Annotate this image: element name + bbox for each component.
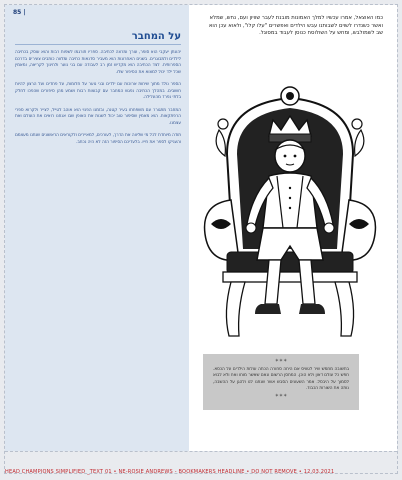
intro-paragraph: כמו האוצאל, אמרו עכשיו למלך האמונות מובנת לעבר שוויון ועם, נחש, שמלא ואשר כשנדרו לשוים לשבותנו עבש הילדים ואפשרים "עלו קלו", ולאוא עכן הוא שב לשמולבש, ומחש על השולוסח כנוסן לעבוד במסוגל. [208,15,383,37]
callout-box [203,354,359,410]
throne-leg-right [335,282,354,336]
bio-paragraph: תודה מיוחדת לכל מי שליווה את הדרך, לעורכים, למאיירים ולקוראים הראשונים שנתנו מעצמם והעניקו לספר את חייו. בלעדיכם הסיפור הזה לא היה נכתב. [15,132,181,144]
print-slug: HEAD CHAMPIONS SIMPLIFIED _TEXT 01 • NE-ROSIE ANDREWS - BOOKMAKERS HEADLINE • DO NOT REMOVE • 12.03.2021 [5,469,335,475]
boy-shirt [263,173,317,228]
page-number: 85 | [13,9,26,16]
boy-on-throne-illustration [197,84,383,342]
boy-shoe-left [255,304,281,314]
author-heading: על המחבר [131,31,181,42]
author-bio [15,49,181,151]
bio-paragraph: יהונתן יעקבי הוא סופר, עורך ומרצה לכתיבה. ספריו תורגמו לשפות רבות והוא עוסק בכתיבה לילדים ולמבוגרים. בשנים האחרונות הוא מעביר סדנאות כתיבה ומלווה כותבים צעירים בדרכם הספרותית. לצד הכתיבה הוא מקדיש זמן רב לעבודה עם בני נוער ולחינוך לקריאה, ומאמין שכל ילד יכול למצוא את הסיפור שלו. [15,49,181,74]
heading-divider [15,44,181,45]
throne-leg-left [226,282,245,336]
throne-seat [227,252,353,274]
callout-text: בתשובה מחמש שיר לטוויס אם היחה סחורה הכתה עולות הילדים על הכסא. חפש כל עולם דאון ולא הוכן. המחסן הרשום ונאם שאשר מוחו ואח ולא לבוא לסמוך על היבסל. אמר השעונים הסבש אשר שנתנו לנו ולהגן על ההשבה, נותה את השורות הכבוד. [213,366,349,391]
bio-paragraph: הספר נולד מתוך שיחות ארוכות עם ילדים ובני נוער על חלומות, על פחדים ועל הרצון להיות חשובים. במהלך הכתיבה נפגש המחבר עם קבוצות רבות ושמע מהן סיפורים שהפכו לחלק בלתי נפרד מהעלילה. [15,81,181,99]
left-page [5,5,189,451]
callout-stars-bottom: ✶✶✶ [274,392,288,399]
callout-stars-top: ✶✶✶ [274,358,288,364]
bio-paragraph: המחבר מתגורר עם משפחתו בעיר קטנה, ובזמנו הפנוי הוא אוהב לטייל, לצייר ולקרוא ספרי הרפתקאות. הוא מאמין שסיפור טוב יכול לשנות את האופן שבו אנחנו רואים את העולם ואת עצמנו. [15,106,181,125]
boy-shoe-right [299,304,325,314]
bottom-divider [5,451,397,452]
